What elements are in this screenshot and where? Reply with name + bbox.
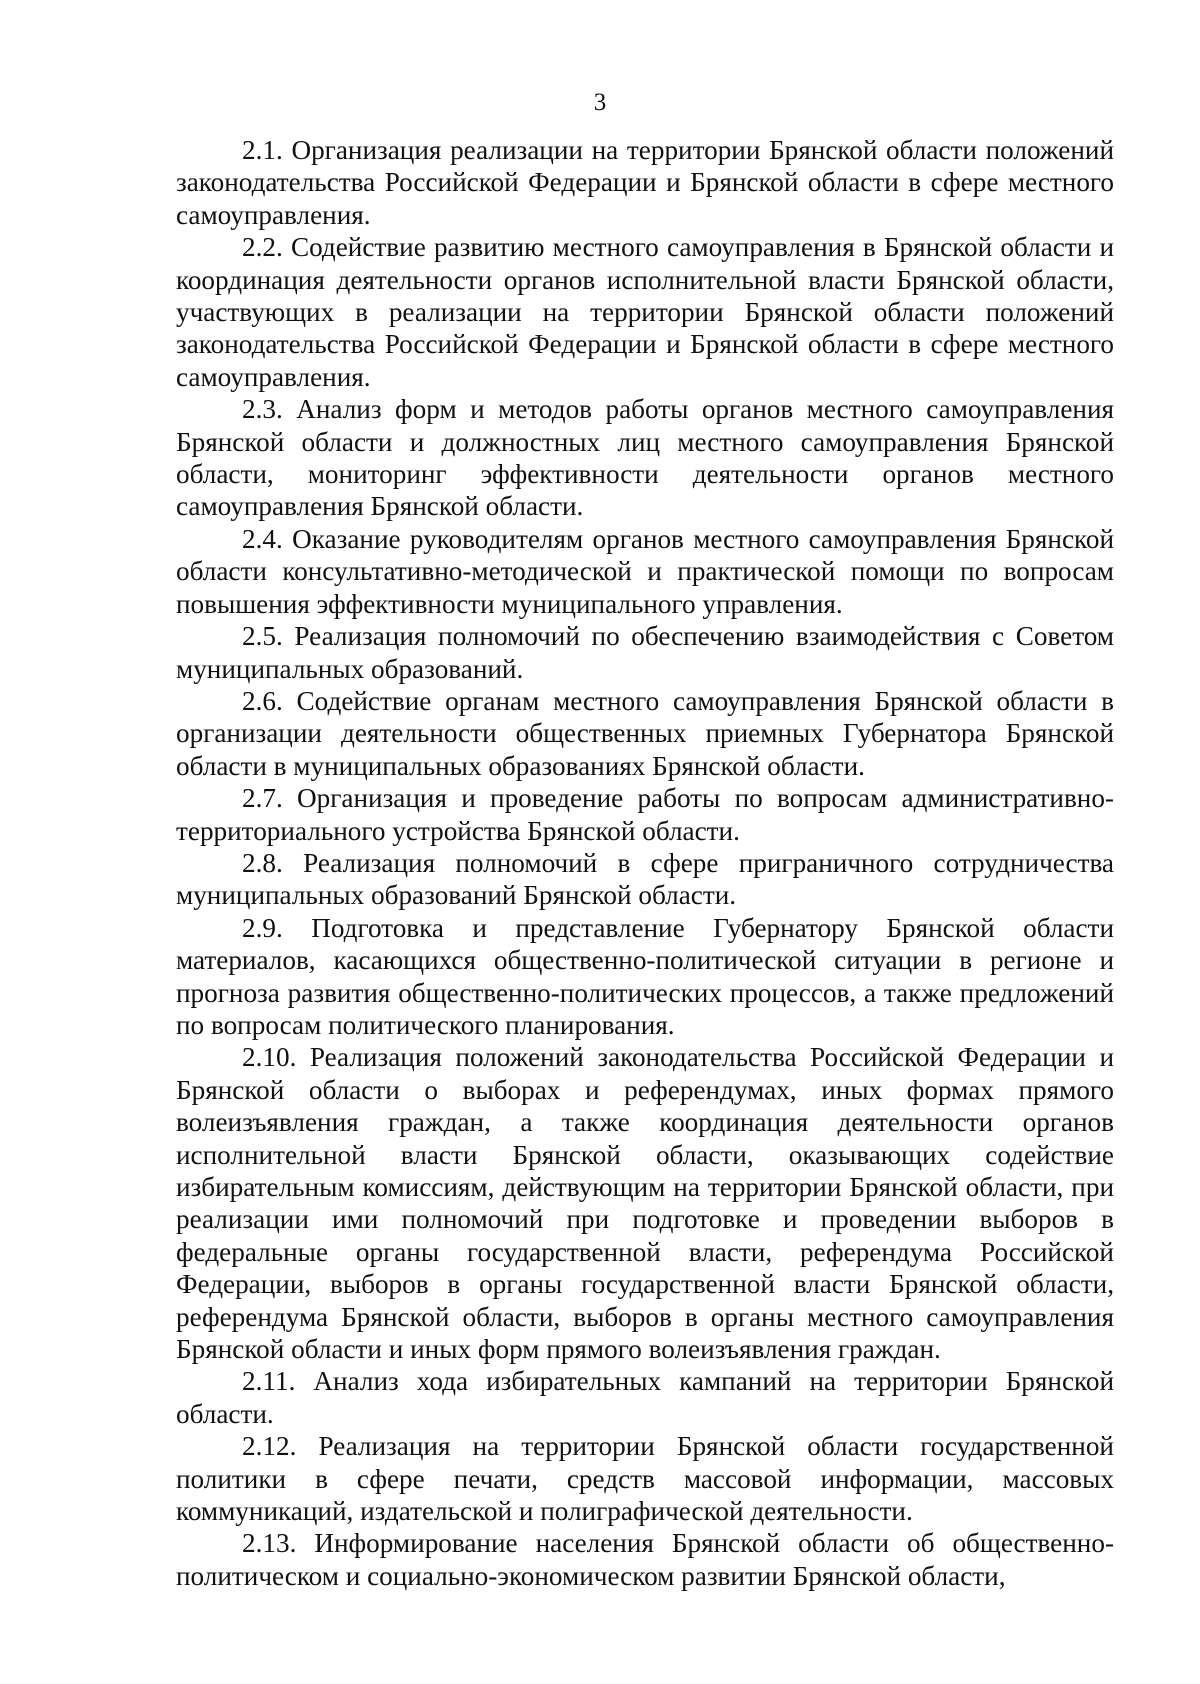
paragraph-2-2: 2.2. Содействие развитию местного самоуправления в Брянской области и координация деятельности органов исполнительной власти Брянской области, участвующих в реализации на территории Брянской области положений законодательства Российской Федерации и Брянской области в сфере местного самоуправления. bbox=[176, 232, 1114, 392]
paragraph-2-13: 2.13. Информирование населения Брянской области об общественно-политическом и социально-экономическом развитии Брянской области, bbox=[176, 1528, 1114, 1591]
paragraph-2-8: 2.8. Реализация полномочий в сфере приграничного сотрудничества муниципальных образований Брянской области. bbox=[176, 847, 1114, 911]
paragraph-2-5: 2.5. Реализация полномочий по обеспечению взаимодействия с Советом муниципальных образований. bbox=[176, 621, 1114, 684]
paragraph-2-11: 2.11. Анализ хода избирательных кампаний на территории Брянской области. bbox=[176, 1366, 1114, 1429]
paragraph-2-3: 2.3. Анализ форм и методов работы органов местного самоуправления Брянской области и должностных лиц местного самоуправления Брянской области, мониторинг эффективности деятельности органов местного самоуправления Брянской области. bbox=[176, 394, 1114, 522]
paragraph-2-9: 2.9. Подготовка и представление Губернатору Брянской области материалов, касающихся общественно-политической ситуации в регионе и прогноза развития общественно-политических процессов, а также предложений по вопросам политического планирования. bbox=[176, 912, 1114, 1040]
paragraph-2-1: 2.1. Организация реализации на территории Брянской области положений законодательства Российской Федерации и Брянской области в сфере местного самоуправления. bbox=[176, 135, 1114, 230]
document-body bbox=[176, 134, 1114, 1592]
paragraph-2-6: 2.6. Содействие органам местного самоуправления Брянской области в организации деятельности общественных приемных Губернатора Брянской области в муниципальных образованиях Брянской области. bbox=[176, 685, 1114, 781]
paragraph-2-4: 2.4. Оказание руководителям органов местного самоуправления Брянской области консультативно-методической и практической помощи по вопросам повышения эффективности муниципального управления. bbox=[176, 523, 1114, 619]
paragraph-2-10: 2.10. Реализация положений законодательства Российской Федерации и Брянской области о выборах и референдумах, иных формах прямого волеизъявления граждан, а также координация деятельности органов исполнительной власти Брянской области, оказывающих содействие избирательным комиссиям, действующим на территории Брянской области, при реализации ими полномочий при подготовке и проведении выборов в федеральные органы государственной власти, референдума Российской Федерации, выборов в органы государственной власти Брянской области, референдума Брянской области, выборов в органы местного самоуправления Брянской области и иных форм прямого волеизъявления граждан. bbox=[176, 1042, 1114, 1365]
paragraph-2-12: 2.12. Реализация на территории Брянской области государственной политики в сфере печати, средств массовой информации, массовых коммуникаций, издательской и полиграфической деятельности. bbox=[176, 1431, 1114, 1527]
paragraph-2-7: 2.7. Организация и проведение работы по вопросам административно-территориального устройства Брянской области. bbox=[176, 783, 1114, 846]
page-number: 3 bbox=[593, 89, 607, 116]
